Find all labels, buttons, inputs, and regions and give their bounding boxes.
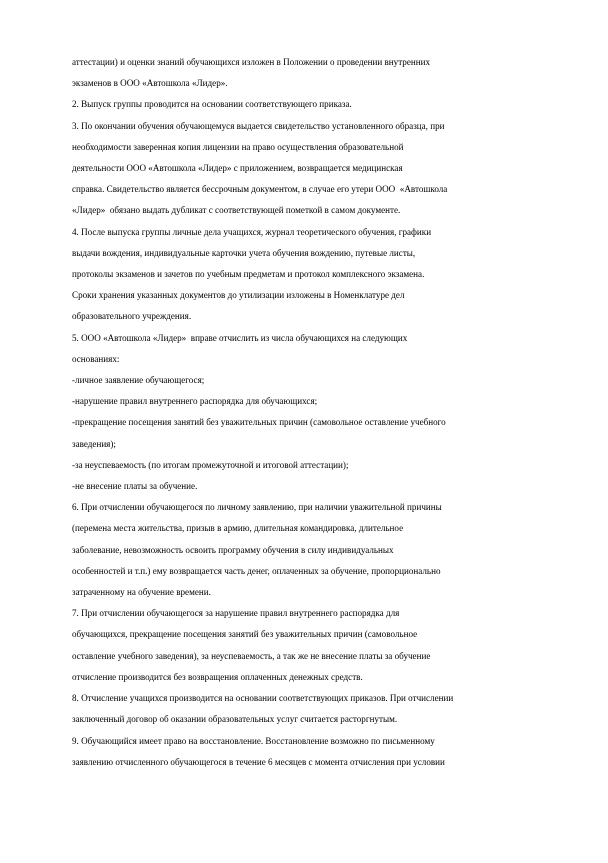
text-line: 6. При отчислении обучающегося по личному заявлению, при наличии уважительной причины	[72, 502, 442, 513]
text-line: выдачи вождения, индивидуальные карточки учета обучения вождению, путевые листы,	[72, 247, 416, 258]
text-line: заболевание, невозможность освоить программу обучения в силу индивидуальных	[72, 544, 394, 555]
text-line: -личное заявление обучающегося;	[72, 375, 205, 386]
text-line: -за неуспеваемость (по итогам промежуточной и итоговой аттестации);	[72, 459, 349, 470]
text-line: 3. По окончании обучения обучающемуся выдается свидетельство установленного образца, при	[72, 120, 445, 131]
text-line: аттестации) и оценки знаний обучающихся изложен в Положении о проведении внутренних	[72, 57, 431, 67]
text-line: заключенный договор об оказании образовательных услуг считается расторгнутым.	[72, 714, 398, 725]
text-line: обучающихся, прекращение посещения занятий без уважительных причин (самовольное	[72, 629, 418, 640]
text-line: оставление учебного заведения), за неуспеваемость, а так же не внесение платы за обучение	[72, 650, 431, 661]
text-line: -не внесение платы за обучение.	[72, 481, 198, 492]
text-line: 5. ООО «Автошкола «Лидер» вправе отчислить из числа обучающихся на следующих	[72, 332, 408, 343]
text-line: справка. Свидетельство является бессрочным документом, в случае его утери ООО «Автошкола	[72, 184, 448, 195]
text-line: -нарушение правил внутреннего распорядка для обучающихся;	[72, 396, 318, 407]
text-line: 7. При отчислении обучающегося за нарушение правил внутреннего распорядка для	[72, 608, 400, 619]
text-line: протоколы экзаменов и зачетов по учебным предметам и протокол комплексного экзамена.	[72, 269, 425, 280]
text-line: заявлению отчисленного обучающегося в течение 6 месяцев с момента отчисления при условии	[72, 756, 445, 767]
text-line: -прекращение посещения занятий без уважительных причин (самовольное оставление учебного	[72, 417, 446, 428]
text-line: 8. Отчисление учащихся производится на основании соответствующих приказов. При отчислении	[72, 693, 454, 704]
text-line: затраченному на обучение времени.	[72, 587, 211, 598]
text-line: деятельности ООО «Автошкола «Лидер» с приложением, возвращается медицинская	[72, 163, 403, 174]
text-line: 2. Выпуск группы проводится на основании соответствующего приказа.	[72, 99, 352, 110]
text-line: 9. Обучающийся имеет право на восстановление. Восстановление возможно по письменному	[72, 735, 435, 746]
text-line: «Лидер» обязано выдать дубликат с соответствующей пометкой в самом документе.	[72, 205, 401, 216]
text-line: необходимости заверенная копия лицензии на право осуществления образовательной	[72, 141, 404, 152]
text-line: экзаменов в ООО «Автошкола «Лидер».	[72, 78, 228, 89]
document-paragraph	[72, 52, 536, 773]
text-line: особенностей и т.п.) ему возвращается часть денег, оплаченных за обучение, пропорционально	[72, 565, 441, 576]
text-line: (перемена места жительства, призыв в армию, длительная командировка, длительное	[72, 523, 404, 534]
text-line: заведения);	[72, 438, 116, 449]
text-line: 4. После выпуска группы личные дела учащихся, журнал теоретического обучения, графики	[72, 226, 432, 237]
text-line: Сроки хранения указанных документов до утилизации изложены в Номенклатуре дел	[72, 290, 405, 301]
text-line: образовательного учреждения.	[72, 311, 192, 322]
document-text-body	[72, 52, 536, 773]
text-line: основаниях:	[72, 353, 120, 364]
text-line: отчисление производится без возвращения оплаченных денежных средств.	[72, 671, 363, 682]
